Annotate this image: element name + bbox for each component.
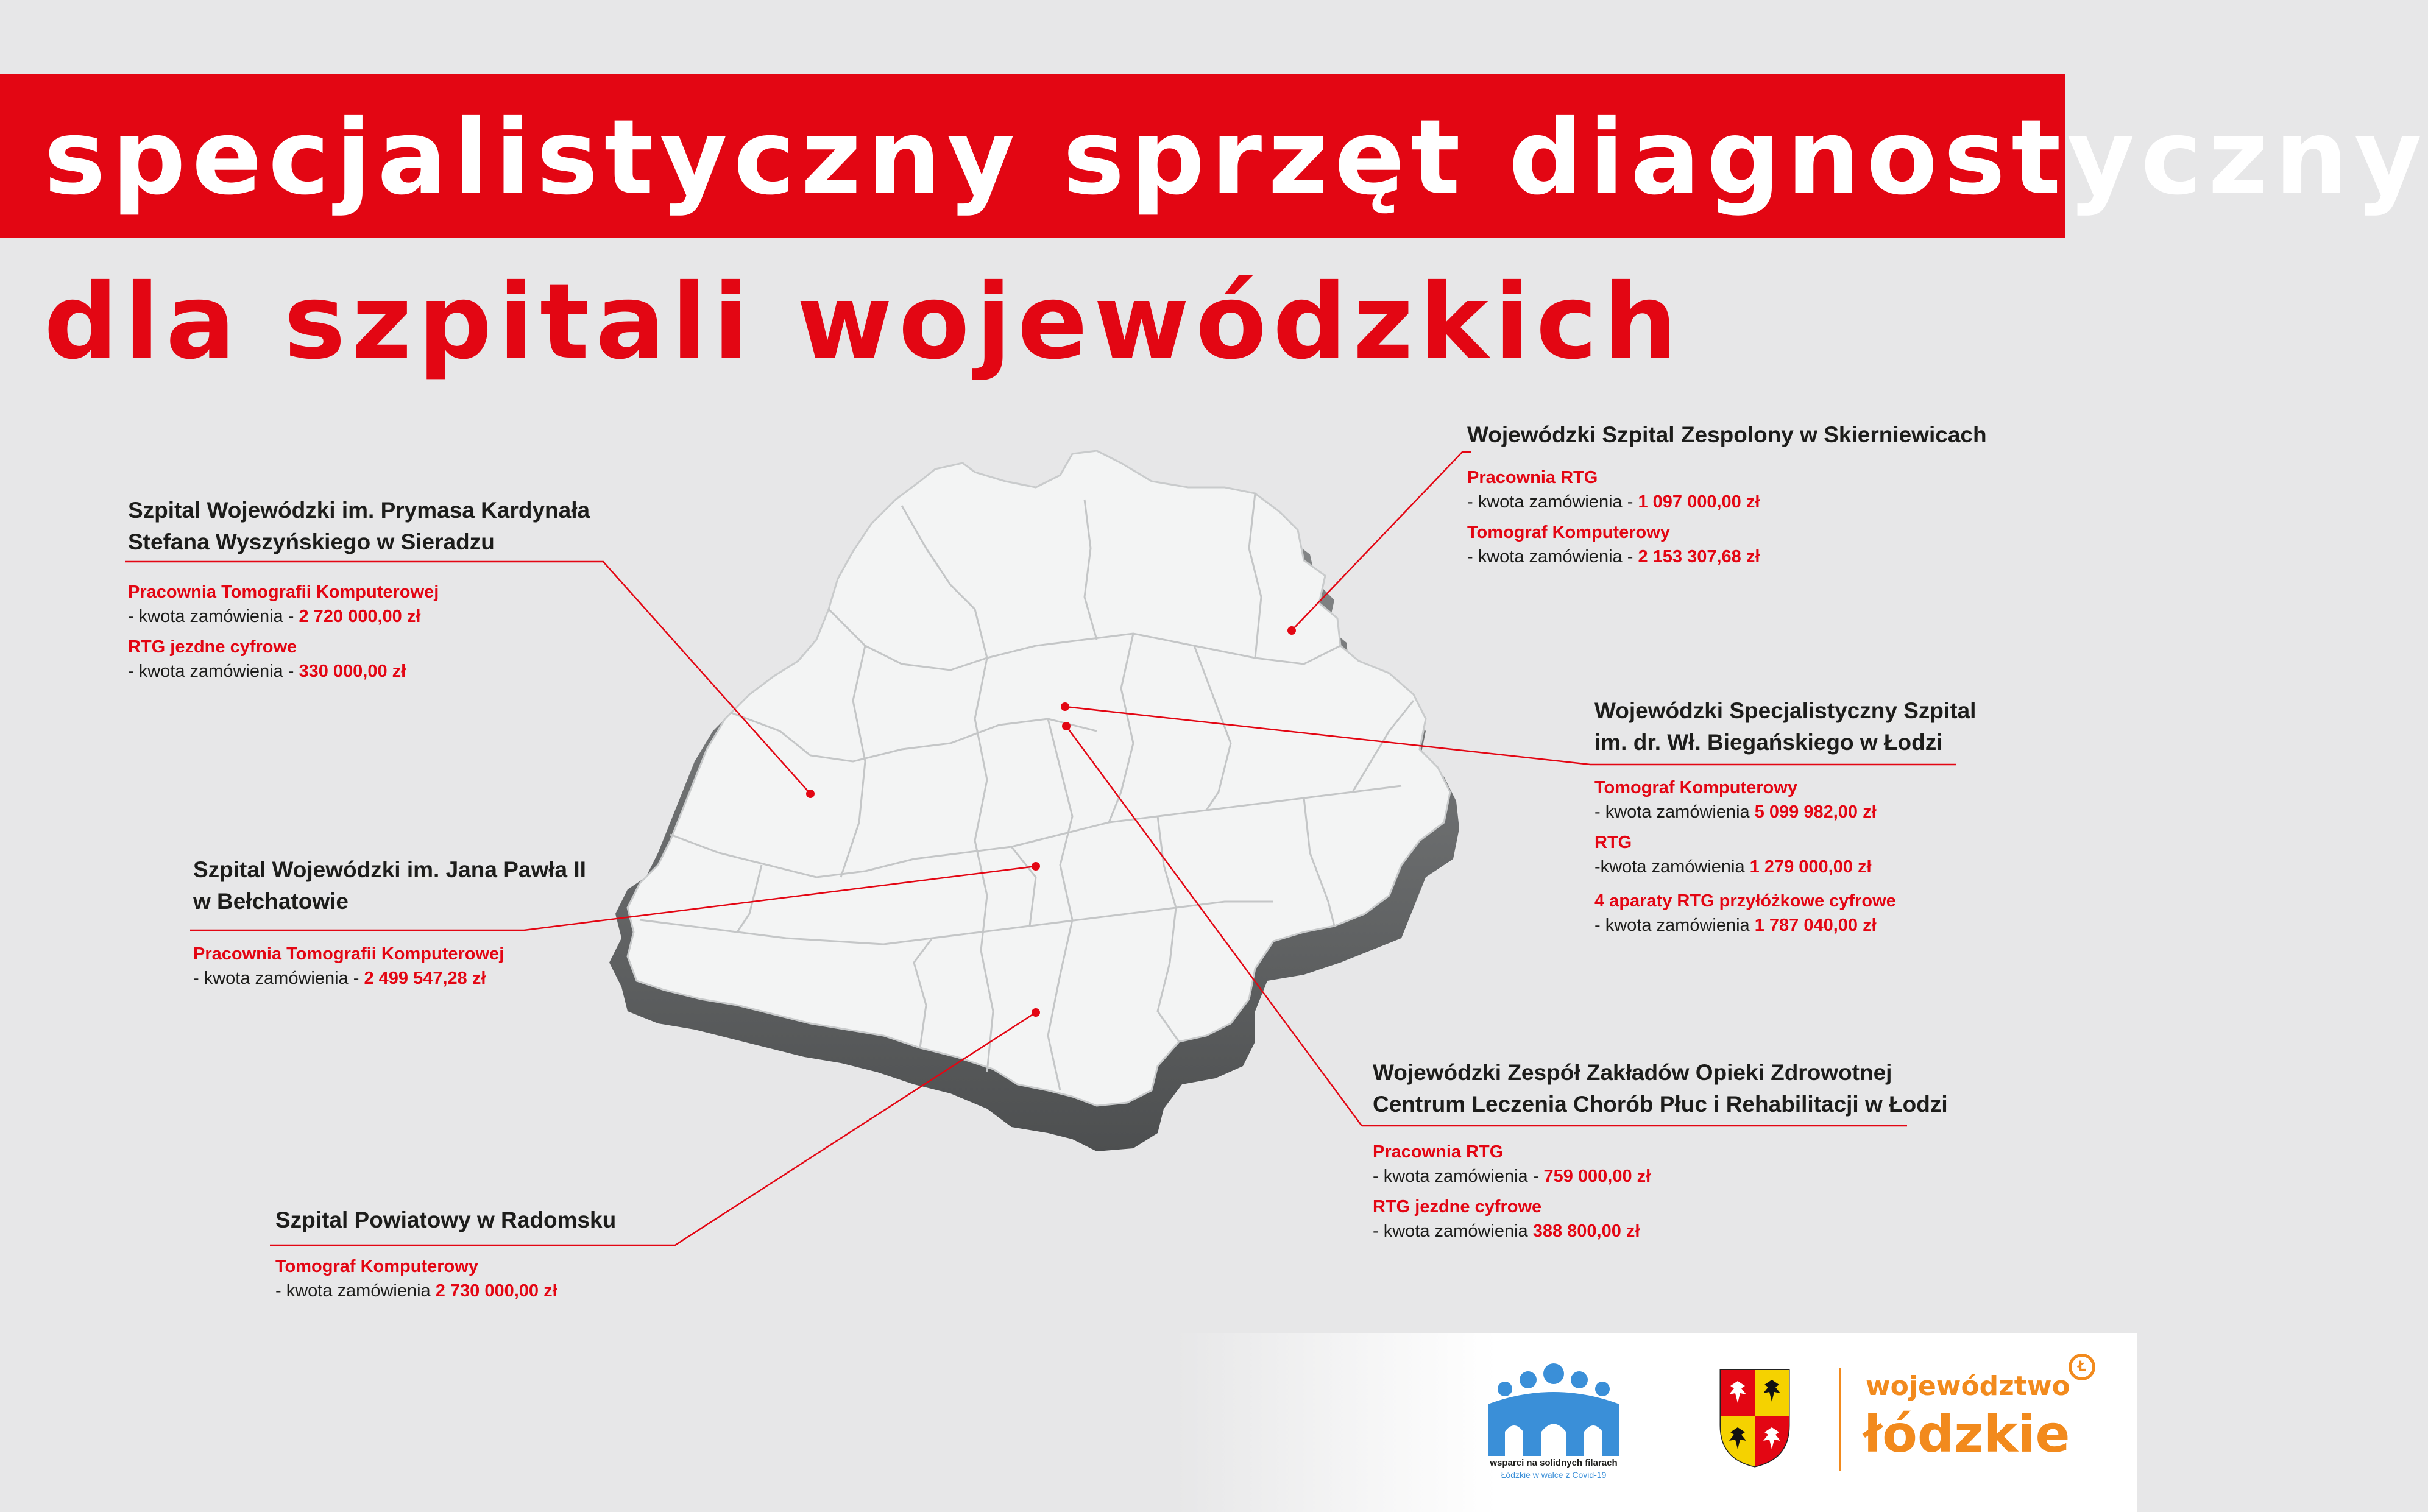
equipment-item xyxy=(1467,465,1987,514)
logo-subtagline: Łódzkie w walce z Covid-19 xyxy=(1501,1470,1607,1480)
hospital-name-line: im. dr. Wł. Biegańskiego w Łodzi xyxy=(1594,730,1943,755)
hospital-name-line: Stefana Wyszyńskiego w Sieradzu xyxy=(128,529,495,554)
logo-tagline: wsparci na solidnych filarach xyxy=(1490,1458,1618,1468)
amount-value: 2 720 000,00 zł xyxy=(299,607,421,626)
amount-prefix: - kwota zamówienia - xyxy=(1373,1167,1544,1186)
equipment-item xyxy=(128,580,590,629)
location-dot-lodz-bieganski xyxy=(1061,702,1069,711)
equipment-amount xyxy=(1594,913,1976,938)
equipment-item xyxy=(1594,889,1976,938)
page-title: specjalistyczny sprzęt diagnostyczny xyxy=(44,97,2428,218)
page-subtitle: dla szpitali wojewódzkich xyxy=(44,262,1683,383)
hospital-name-line: Wojewódzki Specjalistyczny Szpital xyxy=(1594,698,1977,723)
hospital-name-line: w Bełchatowie xyxy=(193,889,349,914)
equipment-amount xyxy=(1373,1164,1948,1189)
equipment-label: Pracownia Tomografii Komputerowej xyxy=(128,582,439,602)
brand-mark-icon: Ł xyxy=(2069,1354,2095,1380)
equipment-amount xyxy=(1594,800,1976,824)
hospital-name-line: Wojewódzki Szpital Zespolony w Skierniewicach xyxy=(1467,422,1987,447)
equipment-amount xyxy=(1373,1219,1948,1243)
amount-value: 330 000,00 zł xyxy=(299,662,406,681)
equipment-label: 4 aparaty RTG przyłóżkowe cyfrowe xyxy=(1594,891,1896,911)
equipment-label: Pracownia RTG xyxy=(1467,468,1598,487)
amount-prefix: - kwota zamówienia - xyxy=(193,969,364,988)
footer-band xyxy=(0,1333,2137,1512)
solid-pillars-logo xyxy=(1474,1355,1633,1489)
map-land xyxy=(628,451,1450,1106)
equipment-amount xyxy=(1467,545,1987,569)
equipment-label: Tomograf Komputerowy xyxy=(1594,778,1797,797)
equipment-label: Pracownia RTG xyxy=(1373,1142,1504,1162)
equipment-label: Pracownia Tomografii Komputerowej xyxy=(193,944,504,964)
hospital-belchatow xyxy=(193,854,586,991)
equipment-item xyxy=(128,635,590,684)
location-dot-radomsko xyxy=(1032,1008,1040,1017)
amount-prefix: - kwota zamówienia xyxy=(1594,802,1755,822)
equipment-label: RTG xyxy=(1594,833,1632,852)
amount-prefix: - kwota zamówienia xyxy=(275,1281,436,1301)
equipment-amount xyxy=(275,1279,616,1303)
amount-prefix: - kwota zamówienia - xyxy=(1467,547,1638,567)
amount-prefix: -kwota zamówienia xyxy=(1594,857,1750,877)
amount-value: 2 499 547,28 zł xyxy=(364,969,486,988)
equipment-label: RTG jezdne cyfrowe xyxy=(1373,1197,1542,1217)
location-dot-skierniewice xyxy=(1287,626,1296,635)
brand-name-top: województwo xyxy=(1866,1371,2070,1402)
amount-prefix: - kwota zamówienia xyxy=(1373,1221,1533,1241)
hospital-lodz-pluca xyxy=(1373,1057,1948,1243)
equipment-amount xyxy=(1467,490,1987,514)
equipment-amount xyxy=(193,966,586,991)
hospital-name-line: Centrum Leczenia Chorób Płuc i Rehabilitacji w Łodzi xyxy=(1373,1092,1948,1117)
equipment-item xyxy=(1594,830,1976,879)
amount-value: 5 099 982,00 zł xyxy=(1754,802,1877,822)
amount-value: 388 800,00 zł xyxy=(1532,1221,1640,1241)
equipment-amount xyxy=(128,604,590,629)
hospital-radomsko xyxy=(275,1204,616,1303)
equipment-label: RTG jezdne cyfrowe xyxy=(128,637,297,657)
amount-value: 2 153 307,68 zł xyxy=(1638,547,1760,567)
hospital-lodz-bieganski xyxy=(1594,695,1976,938)
amount-value: 2 730 000,00 zł xyxy=(435,1281,557,1301)
amount-prefix: - kwota zamówienia - xyxy=(128,607,299,626)
brand-divider xyxy=(1839,1368,1841,1471)
equipment-amount xyxy=(128,659,590,684)
hospital-name-line: Szpital Wojewódzki im. Prymasa Kardynała xyxy=(128,498,590,523)
equipment-label: Tomograf Komputerowy xyxy=(275,1257,478,1276)
location-dot-belchatow xyxy=(1032,862,1040,871)
equipment-item xyxy=(193,942,586,991)
coat-of-arms-icon xyxy=(1718,1368,1791,1468)
amount-value: 1 787 040,00 zł xyxy=(1754,916,1877,935)
equipment-item xyxy=(275,1254,616,1303)
hospital-name-line: Szpital Wojewódzki im. Jana Pawła II xyxy=(193,857,586,882)
amount-value: 1 097 000,00 zł xyxy=(1638,492,1760,512)
equipment-amount xyxy=(1594,855,1976,879)
equipment-item xyxy=(1594,775,1976,824)
location-dot-lodz-pluca xyxy=(1062,722,1071,730)
hospital-skierniewice xyxy=(1467,419,1987,569)
equipment-item xyxy=(1373,1140,1948,1189)
people-arch-icon xyxy=(1474,1355,1633,1456)
amount-prefix: - kwota zamówienia xyxy=(1594,916,1755,935)
location-dot-sieradz xyxy=(806,790,815,798)
brand-name-bottom: łódzkie xyxy=(1863,1404,2070,1464)
amount-value: 1 279 000,00 zł xyxy=(1749,857,1872,877)
hospital-sieradz xyxy=(128,495,590,684)
amount-prefix: - kwota zamówienia - xyxy=(128,662,299,681)
equipment-item xyxy=(1373,1195,1948,1243)
equipment-item xyxy=(1467,520,1987,569)
amount-prefix: - kwota zamówienia - xyxy=(1467,492,1638,512)
hospital-name-line: Szpital Powiatowy w Radomsku xyxy=(275,1207,617,1232)
equipment-label: Tomograf Komputerowy xyxy=(1467,523,1670,542)
hospital-name-line: Wojewódzki Zespół Zakładów Opieki Zdrowotnej xyxy=(1373,1060,1892,1085)
amount-value: 759 000,00 zł xyxy=(1543,1167,1651,1186)
